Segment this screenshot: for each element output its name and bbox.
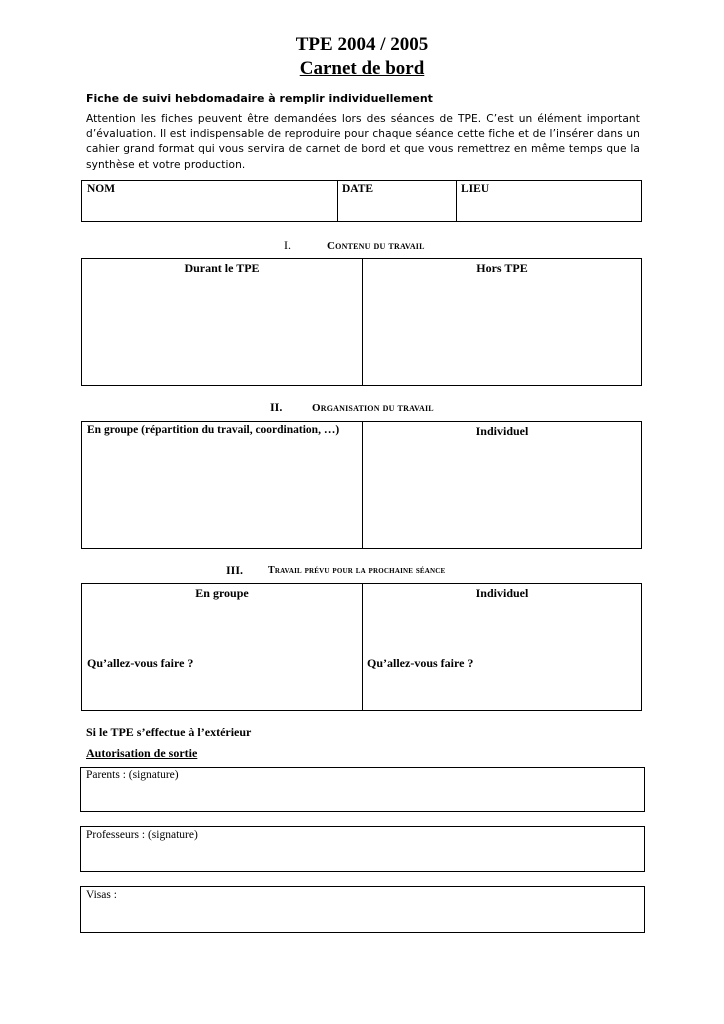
teachers-signature-box[interactable] — [80, 826, 645, 872]
section-3-table — [81, 583, 642, 711]
section-3-number: III. — [226, 563, 244, 577]
document-title: TPE 2004 / 2005 — [295, 34, 429, 55]
document-subtitle: Carnet de bord — [299, 58, 425, 79]
info-divider-2 — [456, 181, 457, 221]
field-date[interactable]: DATE — [342, 183, 374, 195]
section-2-col-individual[interactable]: Individuel — [475, 424, 529, 438]
section-2-divider — [362, 422, 363, 548]
field-lieu[interactable]: LIEU — [461, 183, 490, 195]
section-2-number: II. — [270, 400, 283, 414]
section-1-title: Contenu du travail — [327, 240, 425, 252]
exterior-condition: Si le TPE s’effectue à l’extérieur — [86, 725, 252, 739]
section-3-question-group: Qu’allez-vous faire ? — [87, 656, 194, 670]
section-1-divider — [362, 259, 363, 385]
instructions-heading: Fiche de suivi hebdomadaire à remplir individuellement — [86, 92, 433, 105]
teachers-signature-label: Professeurs : (signature) — [86, 829, 198, 841]
visas-label: Visas : — [86, 889, 117, 901]
section-1-number: I. — [284, 238, 291, 252]
section-1-table — [81, 258, 642, 386]
section-2-table — [81, 421, 642, 549]
authorization-heading: Autorisation de sortie — [86, 746, 198, 760]
visas-box[interactable] — [80, 886, 645, 933]
section-3-question-individual: Qu’allez-vous faire ? — [367, 656, 474, 670]
section-2-col-group[interactable]: En groupe (répartition du travail, coordination, …) — [87, 424, 340, 436]
field-nom[interactable]: NOM — [87, 183, 116, 195]
parents-signature-box[interactable] — [80, 767, 645, 812]
section-3-col-group[interactable]: En groupe — [195, 586, 249, 600]
info-divider-1 — [337, 181, 338, 221]
section-1-col-outside[interactable]: Hors TPE — [476, 261, 528, 275]
section-3-title: Travail prévu pour la prochaine séance — [268, 565, 446, 576]
instructions-text: Attention les fiches peuvent être demandées lors des séances de TPE. C’est un élément important d’évaluation. Il est indispensable de reproduire pour chaque séance cette fiche et de l’insérer dans un cahier grand format qui vous servira de carnet de bord et que vous remettrez en même temps que la synthèse et votre production. — [86, 113, 640, 171]
parents-signature-label: Parents : (signature) — [86, 769, 179, 781]
section-2-title: Organisation du travail — [312, 402, 434, 414]
section-1-col-during[interactable]: Durant le TPE — [184, 261, 260, 275]
section-3-col-individual[interactable]: Individuel — [475, 586, 529, 600]
info-table — [81, 180, 642, 222]
section-3-divider — [362, 584, 363, 710]
